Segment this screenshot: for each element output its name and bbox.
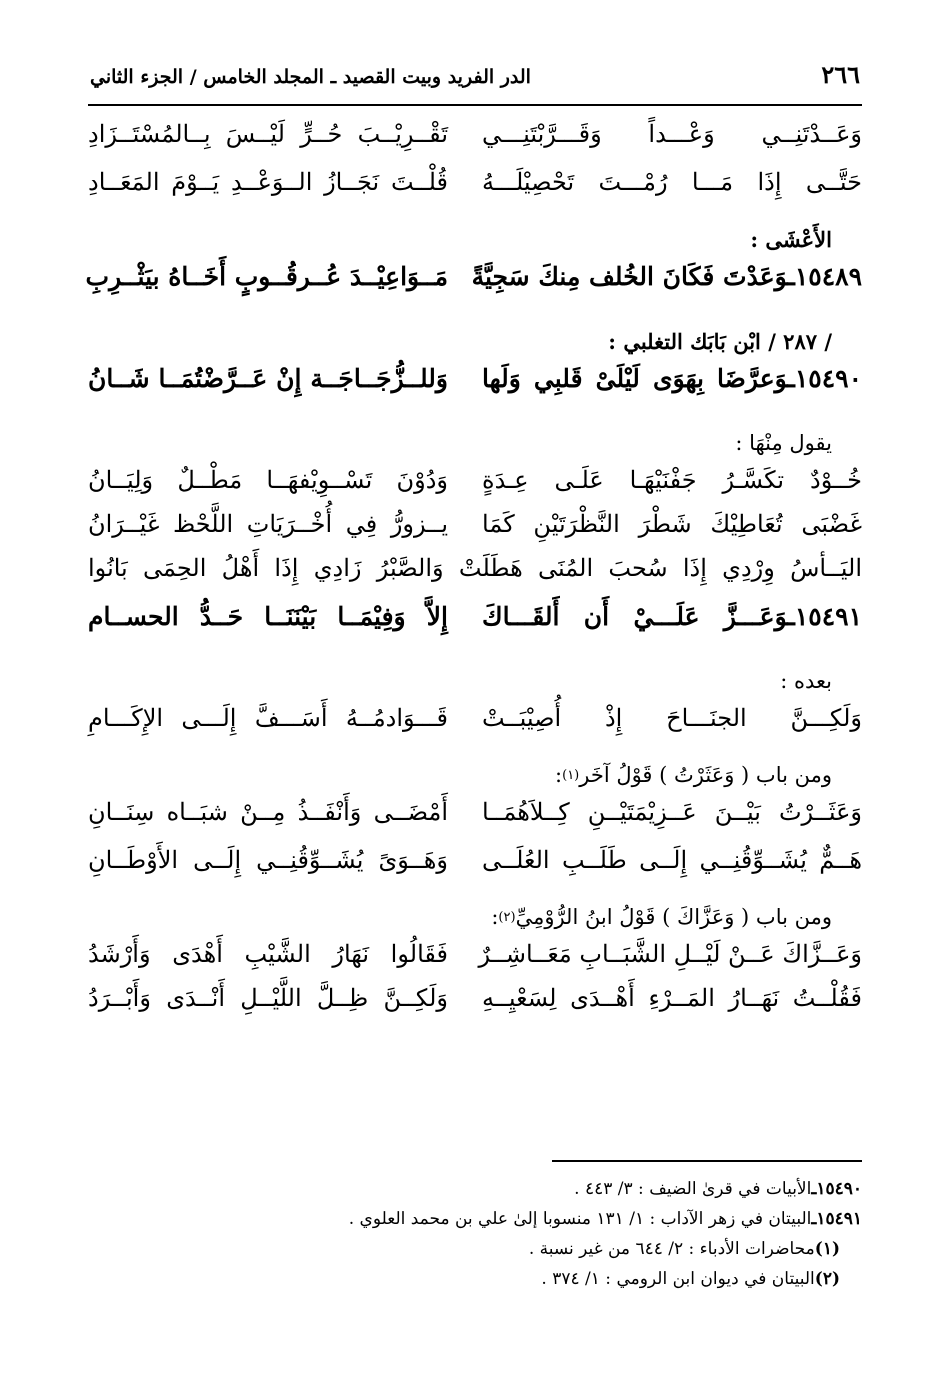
verse-couplet	[88, 940, 862, 984]
footnote-key: (٢)	[814, 1269, 840, 1289]
label-text: الأَعْشَى :	[750, 226, 832, 252]
verse-couplet	[88, 364, 862, 420]
poem-body	[85, 120, 862, 1028]
footnote-list	[88, 1174, 862, 1294]
footnote	[88, 1204, 862, 1234]
hemistich-text: وَعَثَــرْتُ بَيْــنَ عَــزِيْمَتَيْــنِ كِــلاَهُمَــا	[482, 798, 862, 826]
page	[85, 60, 862, 1350]
footnote-marker: (٢)	[498, 909, 516, 925]
first-hemistich	[482, 704, 862, 732]
hemistich-text: وَعَــزَّاكَ عَــنْ لَيْــلِ الشَّبَــابِ مَعَــاشِــرٌ	[478, 940, 862, 968]
first-hemistich	[482, 168, 862, 196]
verse-couplet	[88, 846, 862, 894]
hemistich-text: خُــوْدٌ تكَسَّـرُ جَفْنَيْهَـا عَلَـى عِـدَةٍ	[482, 466, 862, 494]
second-hemistich: وَللــزُّجَــاجَــة إِنْ عَــرَّضْتُمَــا شَــانُ	[88, 364, 448, 393]
label-text: / ٢٨٧ / ابْن بَابَك التغلبي :	[608, 328, 832, 354]
page-header	[88, 60, 862, 106]
footnote-text: الأبيات في قرىٰ الضيف : ٣/ ٤٤٣ .	[574, 1179, 812, 1199]
footnote-divider	[552, 1160, 862, 1162]
first-hemistich	[482, 602, 862, 631]
second-hemistich: قُلْــتَ نَجَــازُ الــوَعْــدِ يَــوْمَ المَعَــادِ	[88, 168, 448, 196]
second-hemistich: وَلَكِــنَّ ظِــلَّ اللَّيْــلِ أَنْــدَى وَأَبْــرَدُ	[88, 984, 448, 1012]
first-hemistich	[482, 798, 862, 826]
hemistich-text: وَعَــدْتَنِــي وَعْـــداً وَقَـــرَّبْتَنِـــي	[482, 120, 862, 148]
verse-couplet	[88, 466, 862, 510]
label-text: ومن باب ( وَعَثَرْتُ ) قَوْلُ آخَر	[579, 763, 832, 787]
first-hemistich	[482, 120, 862, 148]
hemistich-text: وَلَكِـــنَّ الجنَـــاحَ إِذْ أُصِيْبَــتْ	[482, 704, 862, 732]
second-hemistich: أَمْضَــى وَأَنْفَــذُ مِــنْ شبَــاه سِنَــانِ	[88, 798, 448, 826]
first-hemistich	[478, 940, 862, 968]
poet-label	[88, 420, 862, 466]
poet-label	[88, 318, 862, 364]
footnotes	[88, 1160, 862, 1294]
page-number: ٢٦٦	[821, 60, 860, 89]
label-text: يقول مِنْهَا :	[735, 431, 832, 455]
footnote	[88, 1174, 862, 1204]
second-hemistich: مَــوَاعِيْــدَ عُــرقُــوبٍ أَخَــاهُ بيَثْــرِبِ	[85, 262, 448, 291]
first-hemistich	[482, 984, 862, 1012]
first-hemistich	[482, 466, 862, 494]
footnote	[88, 1264, 862, 1294]
verse-couplet	[88, 602, 862, 658]
verse-number: ١٥٤٩٠ـ	[787, 364, 862, 393]
label-text: ومن باب ( وَعَزَّاكَ ) قَوْلُ ابنُ الرُّوْمِيِّ	[515, 905, 832, 929]
verse-couplet	[88, 168, 862, 216]
second-hemistich: فَقَالُوا نَهَارُ الشَّيْبِ أَهْدَى وَأَرْشَدُ	[88, 940, 448, 968]
poet-label	[88, 658, 862, 704]
second-hemistich: يــزورُّ فِي أُخْــرَيَاتِ اللَّحْظ غَيْــرَانُ	[88, 510, 448, 538]
poet-label	[88, 216, 862, 262]
poet-label	[88, 894, 862, 940]
verse-couplet	[88, 704, 862, 752]
hemistich-text: هَــمٌّ يُشَــوِّقُنِــي إِلَــى طَلَــبِ العُلَــى	[482, 846, 862, 874]
footnote-key: ١٥٤٩١ـ	[811, 1209, 862, 1229]
footnote-text: محاضرات الأدباء : ٢/ ٦٤٤ من غير نسبة .	[528, 1239, 815, 1259]
verse-couplet	[88, 984, 862, 1028]
verse-number: ١٥٤٩١ـ	[787, 602, 862, 631]
verse-couplet	[88, 120, 862, 168]
footnote-key: (١)	[814, 1239, 840, 1259]
poet-label	[88, 752, 862, 798]
verse-couplet	[85, 262, 862, 318]
hemistich-text: حَتَّــى إِذَا مَـــا رُمْـــتَ تَحْصِيْلَـــهُ	[482, 168, 862, 196]
first-hemistich	[482, 510, 862, 538]
label-colon: :	[491, 905, 499, 929]
footnote-text: البيتان في ديوان ابن الرومي : ١/ ٣٧٤ .	[541, 1269, 815, 1289]
label-text: بعده :	[780, 669, 832, 693]
hemistich-text: وَعَدْتَ فَكَانَ الخُلف مِنكَ سَجِيَّةً	[471, 262, 788, 291]
first-hemistich	[482, 846, 862, 874]
footnote-marker: (١)	[562, 767, 580, 783]
footnote-key: ١٥٤٩٠ـ	[811, 1179, 862, 1199]
footnote	[88, 1234, 862, 1264]
label-colon: :	[555, 763, 563, 787]
first-hemistich	[471, 262, 862, 291]
first-hemistich	[482, 364, 862, 393]
second-hemistich: وَهَــوَىً يُشَــوِّقُنِــي إِلَــى الأَوْطَــانِ	[88, 846, 448, 874]
hemistich-text: وَعَـــزَّ عَلَـــيْ أَن أَلقَـــاكَ	[482, 602, 788, 631]
second-hemistich: تَقْــرِيْــبَ حُــرٍّ لَيْــسَ بِــالمُسْتَــزَادِ	[88, 120, 448, 148]
running-title: الدر الفريد وبيت القصيد ـ المجلد الخامس / الجزء الثاني	[90, 66, 531, 88]
verse-couplet	[88, 510, 862, 554]
hemistich-text: غَضْبَى تُعَاطِيْكَ شَطْرَ النَّظْرَتَيْنِ كَمَا	[482, 510, 862, 538]
hemistich-text: فَقُلْــتُ نَهَــارُ المَــرْءِ أَهْــدَى لِسَعْيِــهِ	[482, 984, 862, 1012]
second-hemistich: وَدُوْنَ تَسْــوِيْفهَــا مَطْــلٌ وَلِيَــانُ	[88, 466, 448, 494]
second-hemistich: قَـــوَادمُــهُ أَسَـــفَّ إِلَـــى الإِكَـــامِ	[88, 704, 448, 732]
verse-line: اليَــأسُ وِرْدِي إِذَا سُحبَ المُنَى هَطَلَتْ وَالصَّبْرُ زَادِي إِذَا أَهْلُ الحِمَى بَانُوا	[88, 554, 862, 582]
verse-number: ١٥٤٨٩ـ	[787, 262, 862, 291]
hemistich-text: وَعرَّضَا بِهَوَى لَيْلَىْ قَلبِي وَلَها	[482, 364, 788, 393]
footnote-text: البيتان في زهر الآداب : ١/ ١٣١ منسوبا إلىٰ علي بن محمد العلوي .	[348, 1209, 812, 1229]
verse-couplet	[88, 798, 862, 846]
second-hemistich: إِلاَّ وَفِيْمَــا بَيْنَنَــا حَــدُّ الحســام	[88, 602, 448, 631]
